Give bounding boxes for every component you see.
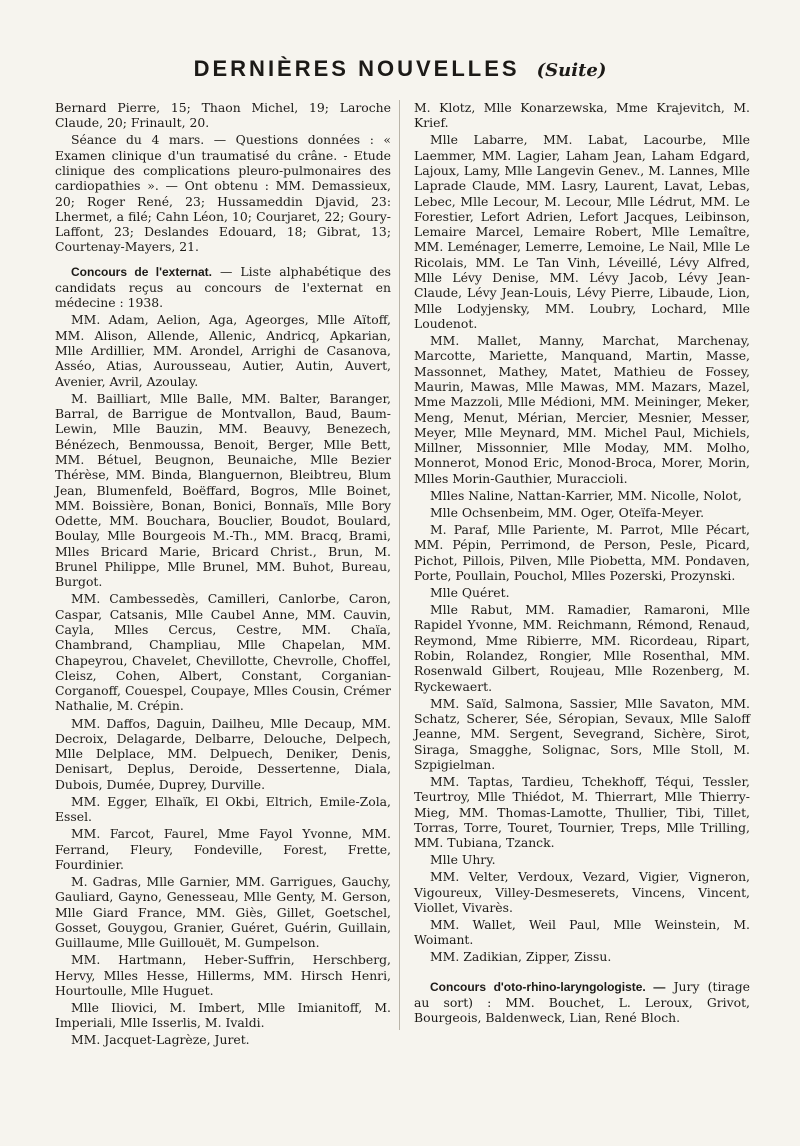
name-list-a: MM. Adam, Aelion, Aga, Ageorges, Mlle Aïtoff, MM. Alison, Allende, Allenic, Andricq, Apkarian, Mlle Ardillier, MM. Arondel, Arrighi de Casanova, Asséo, Atias, Aurousseau, Autier, Autin, Auvert, Avenier, Avril, Azoulay. bbox=[55, 312, 391, 389]
name-list-b: M. Bailliart, Mlle Balle, MM. Balter, Baranger, Barral, de Barrigue de Montvallon, Baud, Baum-Lewin, Mlle Bauzin, MM. Beauvy, Benezech, Bénézech, Benmoussa, Benoit, Berger, Mlle Bett, MM. Bétuel, Beugnon, Beunaiche, Mlle Bezier Thérèse, MM. Binda, Blanguernon, Bleibtreu, Blum Jean, Blumenfeld, Boëffard, Bogros, Mlle Boinet, MM. Boissière, Bonan, Bonici, Bonnaïs, Mlle Bory Odette, MM. Bouchara, Bouclier, Boudot, Boulard, Boulay, Mlle Bourgeois M.-Th., MM. Bracq, Brami, Mlles Bricard Marie, Bricard Christ., Brun, M. Brunel Philippe, Mlle Brunel, MM. Buhot, Bureau, Burgot. bbox=[55, 390, 391, 590]
name-list-f: MM. Farcot, Faurel, Mme Fayol Yvonne, MM. Ferrand, Fleury, Fondeville, Forest, Frette, Fourdinier. bbox=[55, 826, 391, 872]
paragraph: Séance du 4 mars. — Questions données : « Examen clinique d'un traumatisé du crâne. - Etude clinique des complications pleuro-pulmonaires des cardiopathies ». — Ont obtenu : MM. Demassieux, 20; Roger René, 23; Hussameddin Djavid, 23: Lhermet, a filé; Cahn Léon, 10; Courjaret, 22; Goury-Laffont, 23; Deslandes Edouard, 18; Gibrat, 13; Courtenay-Mayers, 21. bbox=[55, 132, 391, 255]
paragraph: Bernard Pierre, 15; Thaon Michel, 19; Laroche Claude, 20; Frinault, 20. bbox=[55, 100, 391, 131]
name-list-q: Mlle Quéret. bbox=[430, 584, 510, 600]
name-list-s: MM. Saïd, Salmona, Sassier, Mlle Savaton, MM. Schatz, Scherer, Sée, Séropian, Sevaux, Mlle Saloff Jeanne, MM. Sergent, Sevegrand, Sichère, Sirot, Siraga, Smagghe, Solignac, Sors, Mlle Stoll, M. Szpigielman. bbox=[414, 695, 750, 772]
name-list-k: M. Klotz, Mlle Konarzewska, Mme Krajevitch, M. Krief. bbox=[414, 100, 750, 131]
name-list-o: Mlle Ochsenbeim, MM. Oger, Oteïfa-Meyer. bbox=[430, 504, 705, 520]
page-header bbox=[0, 56, 800, 86]
name-list-e: MM. Egger, Elhaïk, El Okbi, Eltrich, Emile-Zola, Essel. bbox=[55, 793, 391, 825]
name-list-w: MM. Wallet, Weil Paul, Mlle Weinstein, M. Woimant. bbox=[414, 917, 750, 948]
column-divider bbox=[399, 100, 400, 1030]
page-title: DERNIÈRES NOUVELLES bbox=[193, 56, 520, 81]
name-list-m: MM. Mallet, Manny, Marchat, Marchenay, Marcotte, Mariette, Manquand, Martin, Masse, Massonnet, Mathey, Matet, Mathieu de Fossey, Maurin, Mawas, Mlle Mawas, MM. Mazars, Mazel, Mme Mazzoli, Mlle Médioni, MM. Meininger, Meker, Meng, Menut, Mérian, Mercier, Mesnier, Messer, Meyer, Mlle Meynard, MM. Michel Paul, Michiels, Millner, Missonnier, Mlle Moday, MM. Molho, Monnerot, Monod Eric, Monod-Broca, Morer, Morin, Mlles Morin-Gauthier, Muraccioli. bbox=[414, 333, 750, 486]
name-list-i: Mlle Iliovici, M. Imbert, Mlle Imianitoff, M. Imperiali, Mlle Isserlis, M. Ivaldi. bbox=[55, 999, 391, 1031]
name-list-t: MM. Taptas, Tardieu, Tchekhoff, Téqui, Tessler, Teurtroy, Mlle Thiédot, M. Thierrart, Mlle Thierry-Mieg, MM. Thomas-Lamotte, Thullier, Tibi, Tillet, Torras, Torre, Touret, Tournier, Treps, Mlle Trilling, MM. Tubiana, Tzanck. bbox=[414, 773, 750, 851]
section-intro: — Liste alphabétique des candidats reçus au concours de l'externat en médecine : 1938. bbox=[55, 263, 391, 311]
name-list-d: MM. Daffos, Daguin, Dailheu, Mlle Decaup, MM. Decroix, Delagarde, Delbarre, Delouche, Delpech, Mlle Delplace, MM. Delpuech, Deniker, Denis, Denisart, Deplus, Deroide, Dessertenne, Diala, Dubois, Dumée, Duprey, Durville. bbox=[55, 715, 391, 792]
section-heading: Concours d'oto-rhino-laryngologiste. — bbox=[430, 979, 666, 994]
name-list-v: MM. Velter, Verdoux, Vezard, Vigier, Vigneron, Vigoureux, Villey-Desmeserets, Vincens, Vincent, Viollet, Vivarès. bbox=[414, 869, 750, 915]
right-column bbox=[414, 100, 750, 1027]
name-list-z: MM. Zadikian, Zipper, Zissu. bbox=[430, 949, 612, 965]
left-column bbox=[55, 100, 391, 1049]
externat-paragraph bbox=[55, 264, 391, 311]
name-list-h: MM. Hartmann, Heber-Suffrin, Herschberg, Hervy, Mlles Hesse, Hillerms, MM. Hirsch Henri, Hourtoulle, Mlle Huguet. bbox=[55, 952, 391, 998]
name-list-r: Mlle Rabut, MM. Ramadier, Ramaroni, Mlle Rapidel Yvonne, MM. Reichmann, Rémond, Renaud, Reymond, Mme Ribierre, MM. Ricordeau, Ripart, Robin, Rolandez, Rongier, Mlle Rosenthal, MM. Rosenwald Gilbert, Roujeau, Mlle Rozenberg, M. Ryckewaert. bbox=[414, 602, 750, 694]
name-list-c: MM. Cambessedès, Camilleri, Canlorbe, Caron, Caspar, Catsanis, Mlle Caubel Anne, MM. Cauvin, Cayla, Mlles Cercus, Cestre, MM. Chaïa, Chambrand, Champliau, Mlle Chapelan, MM. Chapeyrou, Chavelet, Chevillotte, Chevrolle, Choffel, Cleisz, Cohen, Albert, Constant, Corganian-Corganoff, Couespel, Coupaye, Mlles Cousin, Crémer Nathalie, M. Crépin. bbox=[55, 591, 391, 714]
name-list-l: Mlle Labarre, MM. Labat, Lacourbe, Mlle Laemmer, MM. Lagier, Laham Jean, Laham Edgard, Lajoux, Lamy, Mlle Langevin Genev., M. Lannes, Mlle Laprade Claude, MM. Lasry, Laurent, Lavat, Lebas, Lebec, Mlle Lecour, M. Lecour, Mlle Lédrut, MM. Le Forestier, Lefort Adrien, Lefort Jacques, Leibinson, Lemaire Marcel, Lemaire Robert, Mlle Lemaître, MM. Leménager, Lemerre, Lemoine, Le Nail, Mlle Le Ricolais, MM. Le Tan Vinh, Léveillé, Lévy Alfred, Mlle Lévy Denise, MM. Lévy Jacob, Lévy Jean-Claude, Lévy Jean-Louis, Lévy Pierre, Libaude, Lion, Mlle Lodyjensky, MM. Loubry, Lochard, Mlle Loudenot. bbox=[414, 132, 750, 331]
name-list-g: M. Gadras, Mlle Garnier, MM. Garrigues, Gauchy, Gauliard, Gayno, Genesseau, Mlle Genty, M. Gerson, Mlle Giard France, MM. Giès, Gillet, Goetschel, Gosset, Gouygou, Granier, Guéret, Guérin, Guillain, Guillaume, Mlle Guillouët, M. Gumpelson. bbox=[55, 873, 391, 951]
page-title-suite: (Suite) bbox=[536, 60, 607, 81]
name-list-u: Mlle Uhry. bbox=[430, 852, 496, 868]
orl-paragraph bbox=[414, 979, 750, 1026]
name-list-j: MM. Jacquet-Lagrèze, Juret. bbox=[71, 1032, 250, 1048]
name-list-p: M. Paraf, Mlle Pariente, M. Parrot, Mlle Pécart, MM. Pépin, Perrimond, de Person, Pesle, Picard, Pichot, Pillois, Pilven, Mlle Piobetta, MM. Pondaven, Porte, Poullain, Pouchol, Mlles Pozerski, Prozynski. bbox=[414, 522, 750, 583]
name-list-n: Mlles Naline, Nattan-Karrier, MM. Nicolle, Nolot, bbox=[430, 487, 742, 503]
section-heading: Concours de l'externat. bbox=[71, 264, 213, 279]
jury-text: Jury (tirage au sort) : MM. Bouchet, L. Leroux, Grivot, Bourgeois, Baldenweck, Lian, René Bloch. bbox=[414, 978, 750, 1026]
